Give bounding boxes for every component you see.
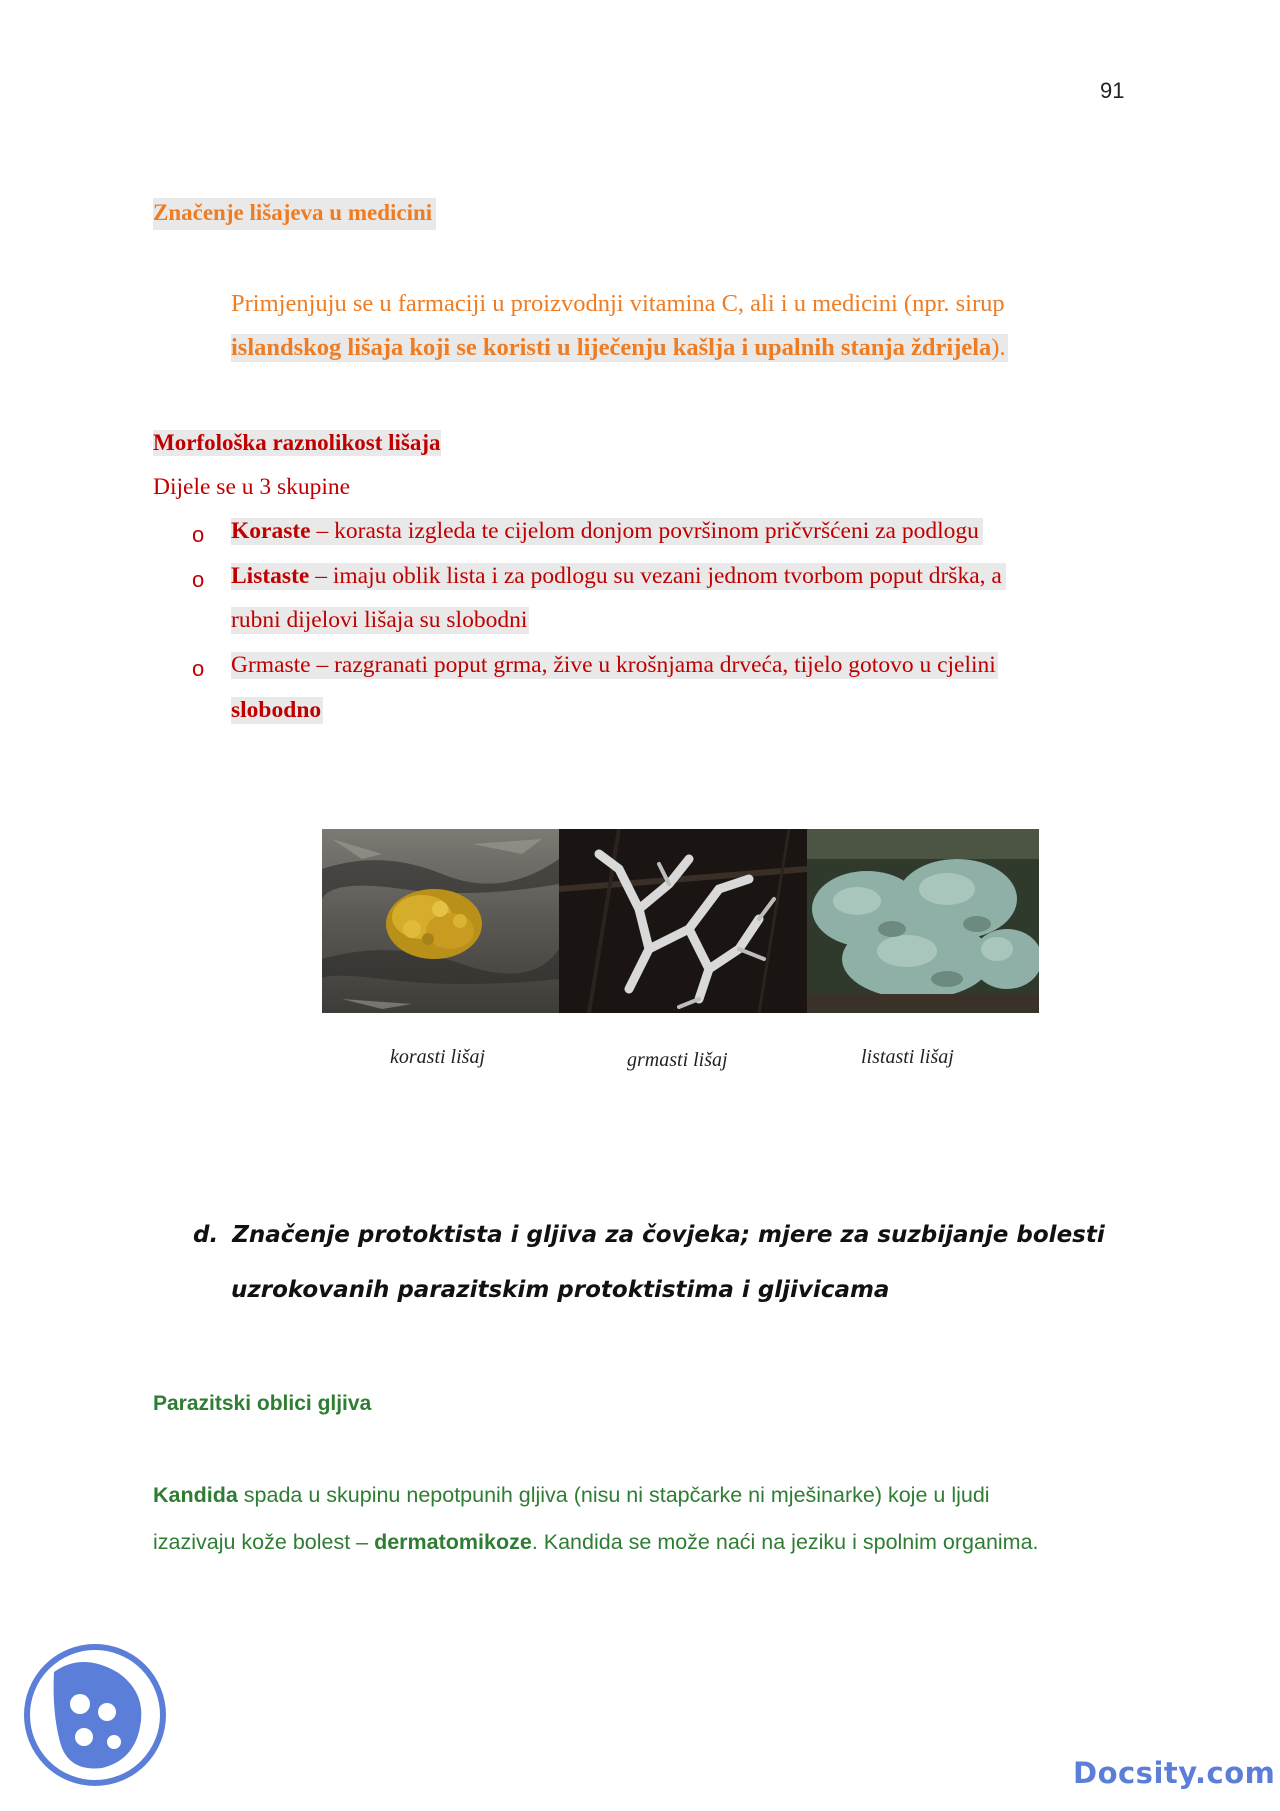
section-d-title: Značenje protoktista i gljiva za čovjeka; mjere za suzbijanje bolesti bbox=[232, 1222, 1105, 1248]
fruticose-lichen-photo bbox=[559, 829, 807, 1013]
lichen-photos bbox=[322, 829, 1039, 1013]
list-item-listaste bbox=[231, 563, 1006, 590]
page-number: 91 bbox=[1100, 78, 1125, 103]
bullet-marker: o bbox=[192, 567, 205, 592]
section-d-heading-line1 bbox=[193, 1222, 1105, 1248]
docsity-logo-icon bbox=[22, 1642, 168, 1788]
candida-line1-rest: spada u skupinu nepotpunih gljiva (nisu ni stapčarke ni mješinarke) koje u ljudi bbox=[237, 1483, 990, 1507]
section-d-letter: d. bbox=[193, 1222, 219, 1248]
caption-fruticose: grmasti lišaj bbox=[627, 1049, 728, 1071]
term-kandida: Kandida bbox=[153, 1483, 238, 1507]
candida-line2-end: . Kandida se može naći na jeziku i spolnim organima. bbox=[531, 1530, 1039, 1554]
section-d-heading-line2: uzrokovanih parazitskim protoktistima i gljivicama bbox=[231, 1277, 890, 1303]
heading-lichens-medicine: Značenje lišajeva u medicini bbox=[153, 198, 436, 230]
medicine-paragraph-line2 bbox=[231, 334, 1008, 362]
medicine-paragraph-end: ). bbox=[991, 334, 1006, 361]
list-item-grmaste-cont: slobodno bbox=[231, 697, 322, 723]
candida-paragraph-line2 bbox=[153, 1530, 1039, 1555]
caption-crustose: korasti lišaj bbox=[390, 1046, 486, 1068]
term-dermatomikoze: dermatomikoze bbox=[374, 1530, 532, 1554]
docsity-watermark: Docsity.com bbox=[1073, 1756, 1276, 1790]
term-koraste: Koraste bbox=[231, 518, 311, 544]
term-listaste: Listaste bbox=[231, 563, 310, 589]
heading-parasitic-fungi: Parazitski oblici gljiva bbox=[153, 1392, 372, 1415]
heading-morphology: Morfološka raznolikost lišaja bbox=[153, 430, 441, 455]
medicine-paragraph-line1: Primjenjuju se u farmaciji u proizvodnji vitamina C, ali i u medicini (npr. sirup bbox=[231, 290, 1005, 317]
desc-listaste: – imaju oblik lista i za podlogu su vezani jednom tvorbom poput drška, a bbox=[309, 563, 1002, 589]
crustose-lichen-photo bbox=[322, 829, 559, 1013]
candida-paragraph-line1 bbox=[153, 1483, 990, 1508]
list-item-grmaste: Grmaste – razgranati poput grma, žive u krošnjama drveća, tijelo gotovo u cjelini bbox=[231, 652, 996, 678]
caption-foliose: listasti lišaj bbox=[861, 1046, 954, 1068]
candida-line2-start: izazivaju kože bolest – bbox=[153, 1530, 375, 1554]
bullet-marker: o bbox=[192, 522, 205, 547]
list-item-listaste-cont: rubni dijelovi lišaja su slobodni bbox=[231, 607, 528, 633]
groups-intro: Dijele se u 3 skupine bbox=[153, 474, 351, 500]
medicine-bold-text: islandskog lišaja koji se koristi u liječenju kašlja i upalnih stanja ždrijela bbox=[231, 334, 992, 361]
list-item-koraste bbox=[231, 518, 983, 545]
desc-koraste: – korasta izgleda te cijelom donjom površinom pričvršćeni za podlogu bbox=[310, 518, 979, 544]
foliose-lichen-photo bbox=[807, 829, 1039, 1013]
bullet-marker: o bbox=[192, 656, 205, 681]
